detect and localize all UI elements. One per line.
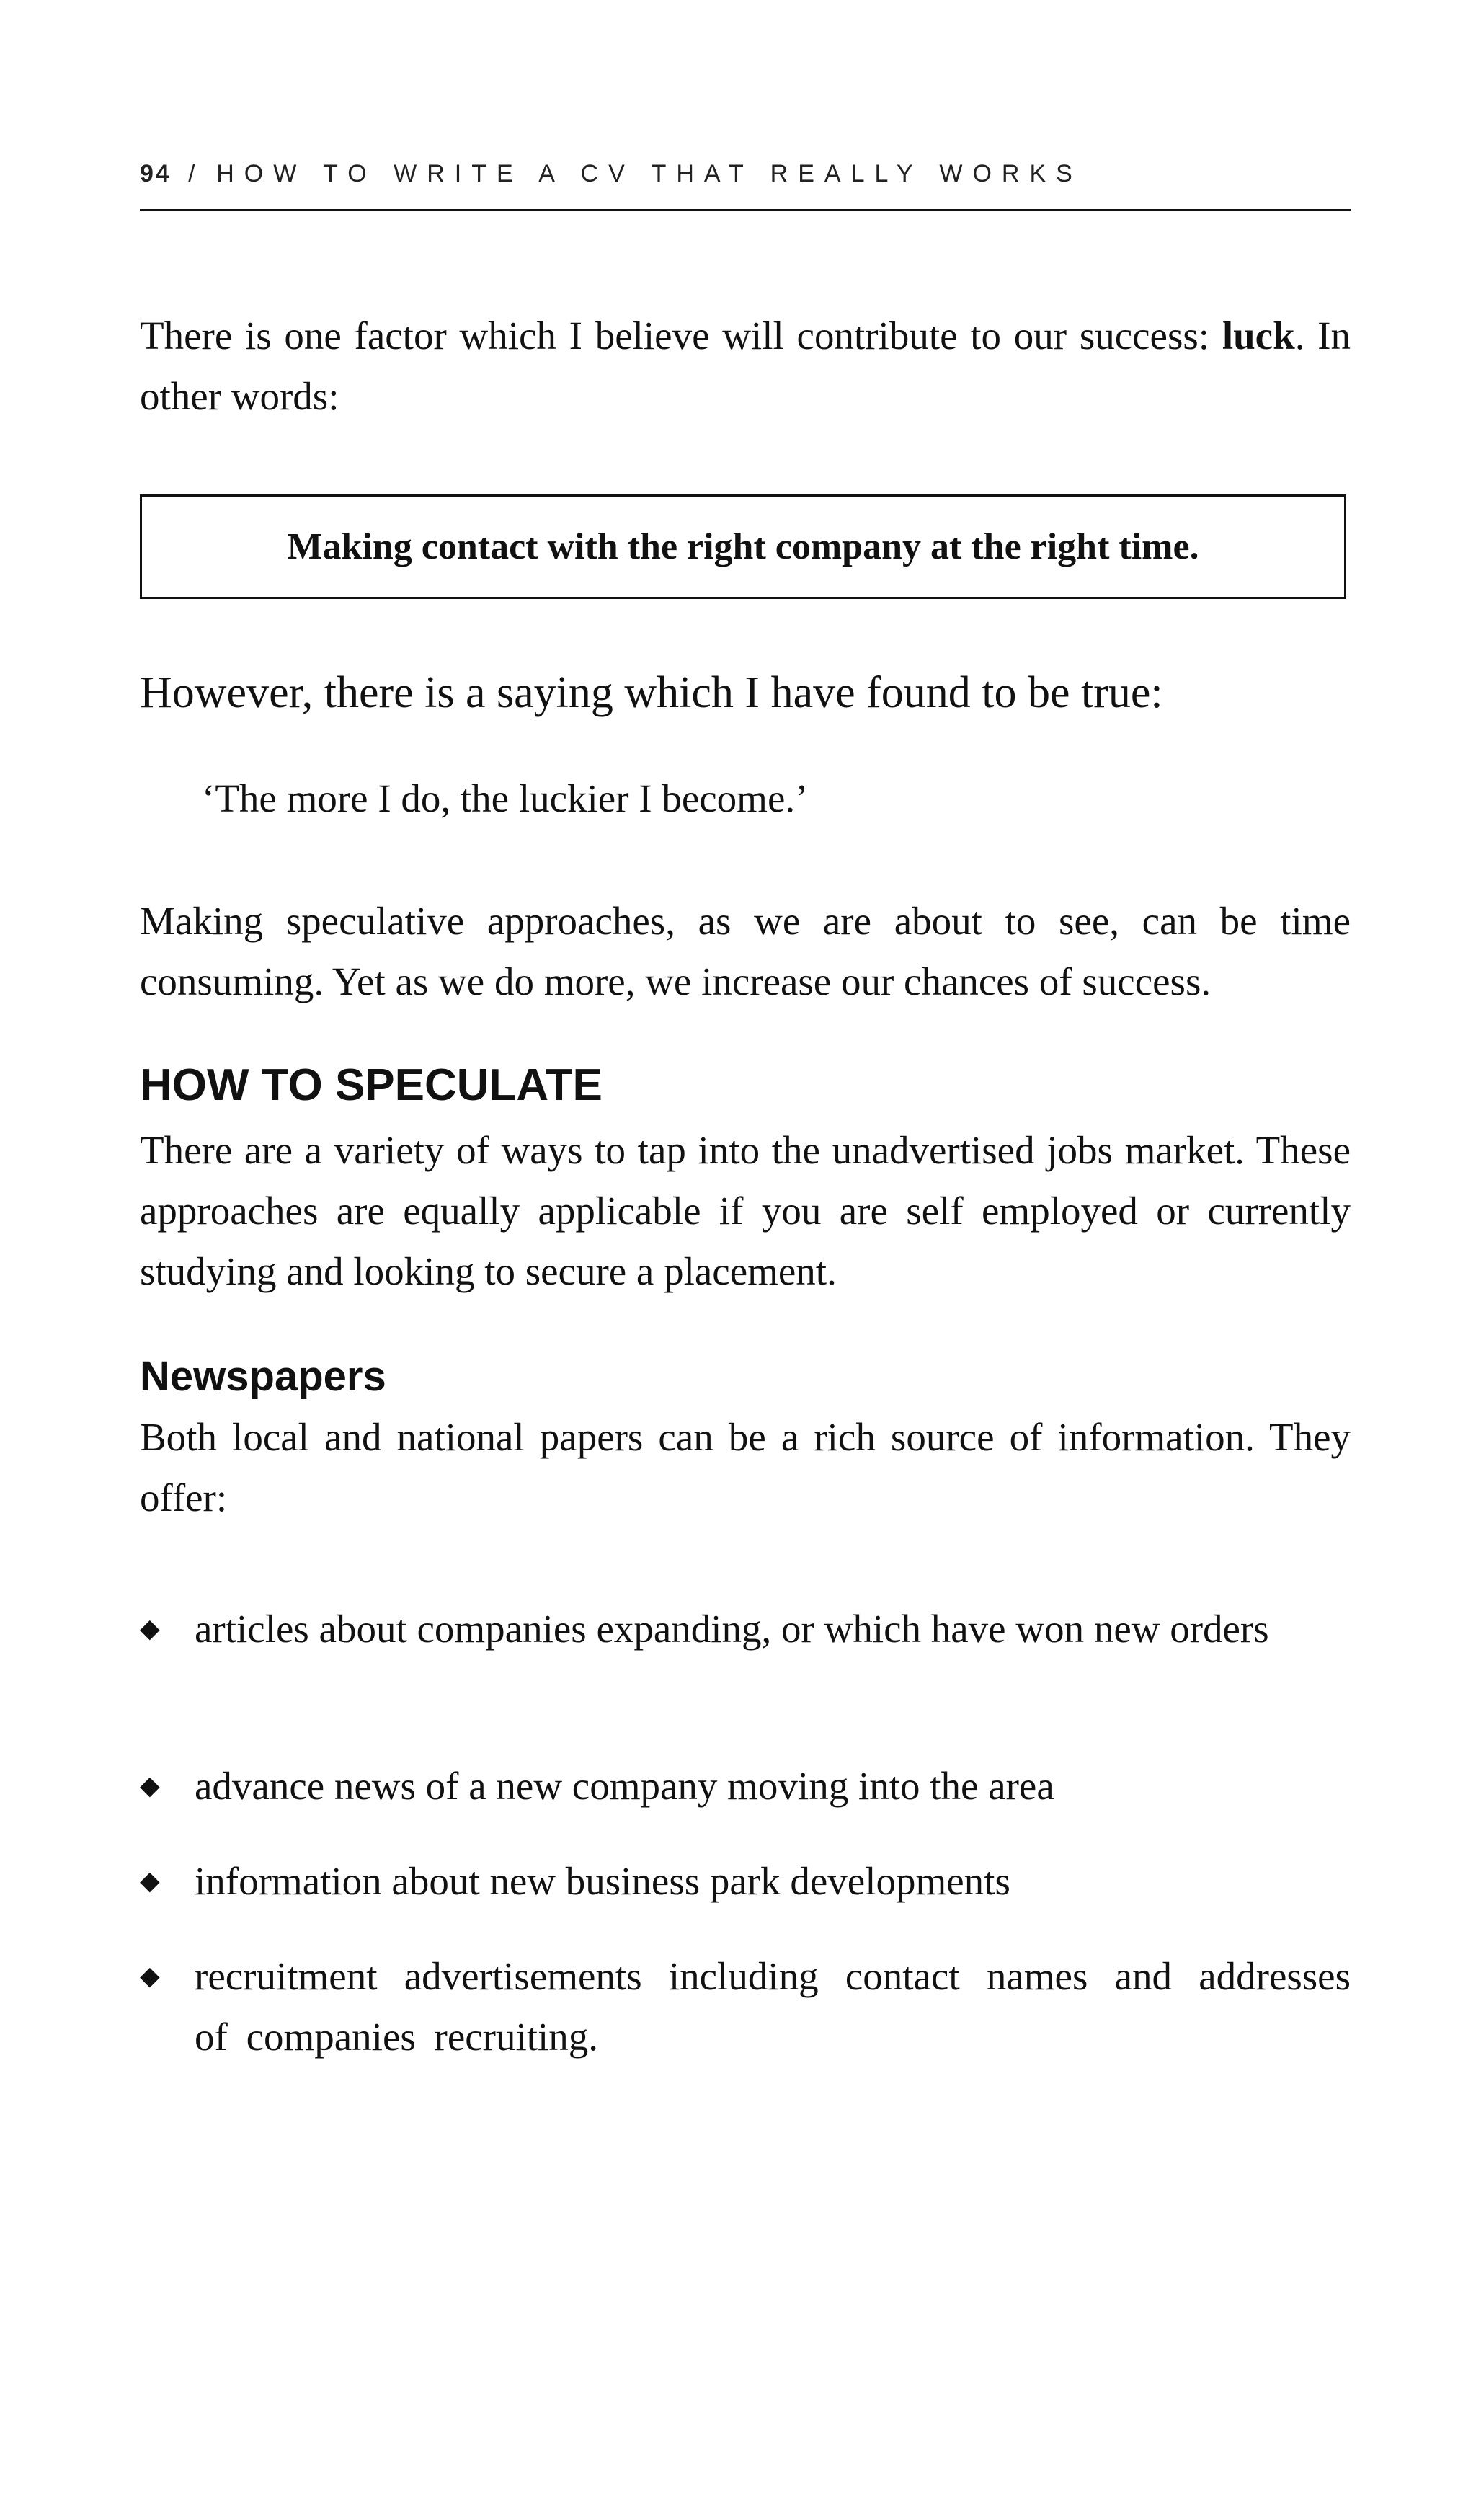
list-item-text: advance news of a new company moving into the area — [195, 1764, 1054, 1808]
intro-paragraph — [140, 306, 1351, 427]
header-rule — [140, 209, 1351, 211]
intro-text: There is one factor which I believe will contribute to our success: — [140, 314, 1210, 358]
section-heading: HOW TO SPECULATE — [140, 1060, 603, 1110]
newspapers-paragraph: Both local and national papers can be a rich source of information. They offer: — [140, 1415, 1351, 1519]
diamond-bullet-icon: ◆ — [140, 1771, 160, 1801]
diamond-bullet-icon: ◆ — [140, 1614, 160, 1643]
diamond-bullet-icon: ◆ — [140, 1961, 160, 1991]
page-number: 94 — [140, 160, 172, 187]
saying-paragraph: However, there is a saying which I have found to be true: — [140, 668, 1163, 717]
header-separator: / — [188, 160, 200, 187]
intro-text-end: . In other words: — [140, 314, 1351, 418]
subheading-newspapers: Newspapers — [140, 1353, 386, 1400]
running-header — [140, 160, 1351, 188]
list-item-text: information about new business park developments — [195, 1859, 1010, 1903]
diamond-bullet-icon: ◆ — [140, 1866, 160, 1896]
running-title: HOW TO WRITE A CV THAT REALLY WORKS — [216, 160, 1082, 187]
speculative-paragraph: Making speculative approaches, as we are about to see, can be time consuming. Yet as we do more, we increase our chances of success. — [140, 899, 1351, 1003]
variety-paragraph: There are a variety of ways to tap into the unadvertised jobs market. These approaches are equally applicable if you are self employed or currently studying and looking to secure a placement. — [140, 1128, 1351, 1293]
list-item-text: articles about companies expanding, or which have won new orders — [195, 1607, 1269, 1651]
quotation: ‘The more I do, the luckier I become.’ — [202, 776, 809, 820]
luck-emphasis: luck — [1222, 314, 1295, 358]
callout-text: Making contact with the right company at the right time. — [287, 526, 1199, 567]
callout-box — [140, 494, 1346, 599]
list-item-text: recruitment advertisements including contact names and addresses of companies recruiting. — [195, 1954, 1351, 2059]
